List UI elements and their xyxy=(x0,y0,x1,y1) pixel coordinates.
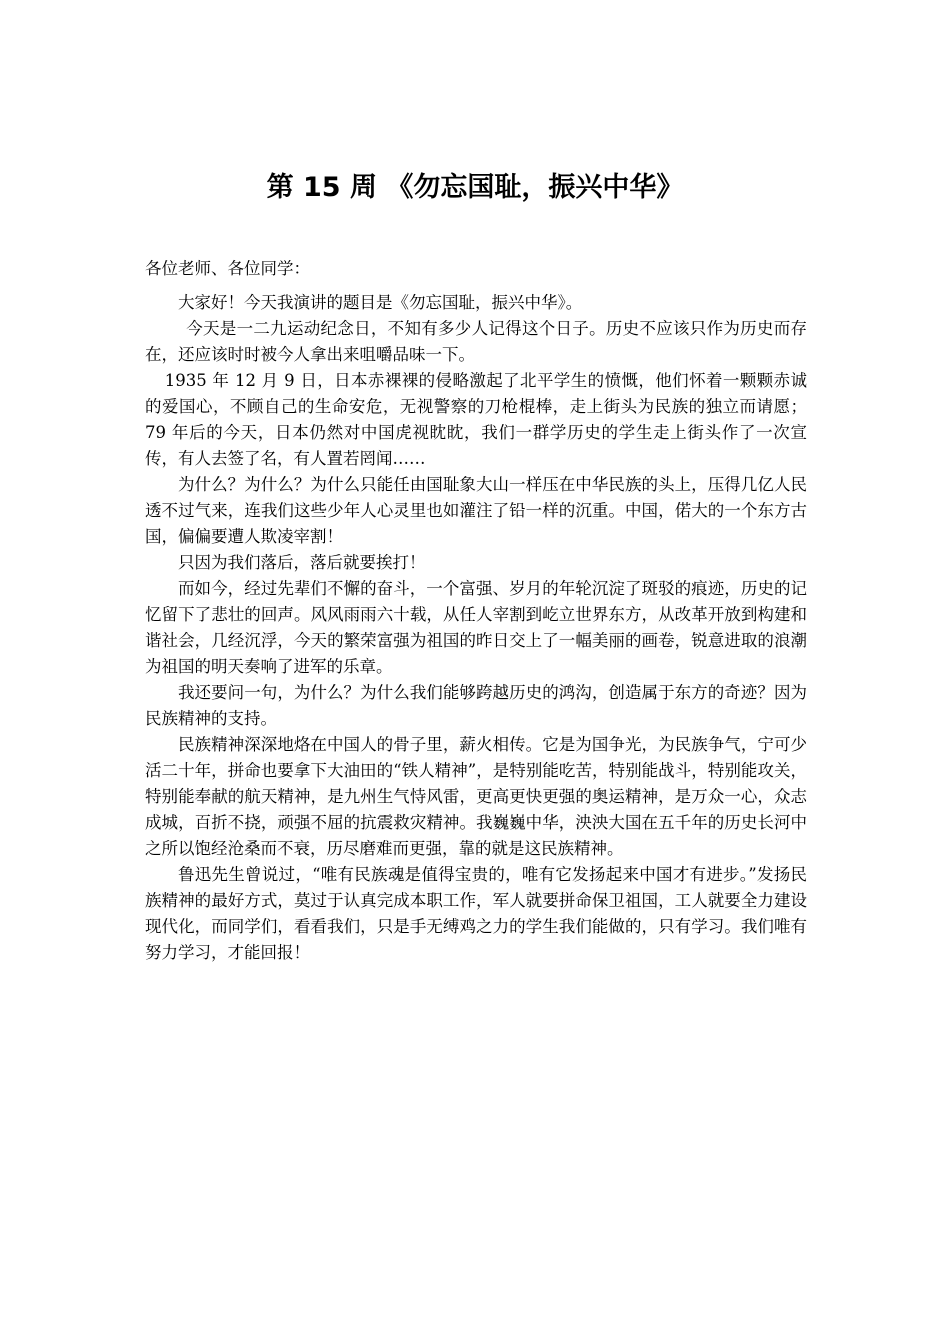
paragraph-luxun: 鲁迅先生曾说过，“唯有民族魂是值得宝贵的，唯有它发扬起来中国才有进步。”发扬民族精神的最好方式，莫过于认真完成本职工作，军人就要拼命保卫祖国，工人就要全力建设现代化，而同学们，看看我们，只是手无缚鸡之力的学生我们能做的，只有学习。我们唯有努力学习，才能回报！ xyxy=(145,865,807,962)
paragraph-why: 为什么？为什么？为什么只能任由国耻象大山一样压在中华民族的头上，压得几亿人民透不过气来，连我们这些少年人心灵里也如灌注了铅一样的沉重。中国，偌大的一个东方古国，偏偏要遭人欺凌宰割！ xyxy=(145,475,807,546)
paragraph-anniversary: 今天是一二九运动纪念日，不知有多少人记得这个日子。历史不应该只作为历史而存在，还应该时时被今人拿出来咀嚼品味一下。 xyxy=(145,319,807,364)
page-title: 第 15 周 《勿忘国耻，振兴中华》 xyxy=(266,172,684,203)
paragraph-national-spirit: 民族精神深深地烙在中国人的骨子里，薪火相传。它是为国争光，为民族争气，宁可少活二十年，拼命也要拿下大油田的“铁人精神”，是特别能吃苦，特别能战斗，特别能攻关，特别能奉献的航天精神，是九州生气恃风雷，更高更快更强的奥运精神，是万众一心，众志成城，百折不挠，顽强不屈的抗震救灾精神。我巍巍中华，泱泱大国在五千年的历史长河中之所以饱经沧桑而不衰，历尽磨难而更强，靠的就是这民族精神。 xyxy=(145,735,807,858)
salutation: 各位老师、各位同学： xyxy=(145,259,310,278)
speech-body xyxy=(145,290,807,966)
paragraph-backward: 只因为我们落后，落后就要挨打！ xyxy=(178,553,426,572)
paragraph-question: 我还要问一句，为什么？为什么我们能够跨越历史的鸿沟，创造属于东方的奇迹？因为民族精神的支持。 xyxy=(145,683,807,728)
paragraph-history: 1935 年 12 月 9 日，日本赤裸裸的侵略激起了北平学生的愤慨，他们怀着一颗颗赤诚的爱国心，不顾自己的生命安危，无视警察的刀枪棍棒，走上街头为民族的独立而请愿；79 年后的今天，日本仍然对中国虎视眈眈，我们一群学历史的学生走上街头作了一次宣传，有人去签了名，有人置若罔闻…… xyxy=(145,371,807,468)
paragraph-greeting: 大家好！今天我演讲的题目是《勿忘国耻，振兴中华》。 xyxy=(178,293,583,312)
paragraph-today: 而如今，经过先辈们不懈的奋斗，一个富强、岁月的年轮沉淀了斑驳的痕迹，历史的记忆留下了悲壮的回声。风风雨雨六十载，从任人宰割到屹立世界东方，从改革开放到构建和谐社会，几经沉浮，今天的繁荣富强为祖国的昨日交上了一幅美丽的画卷，锐意进取的浪潮为祖国的明天奏响了进军的乐章。 xyxy=(145,579,807,676)
